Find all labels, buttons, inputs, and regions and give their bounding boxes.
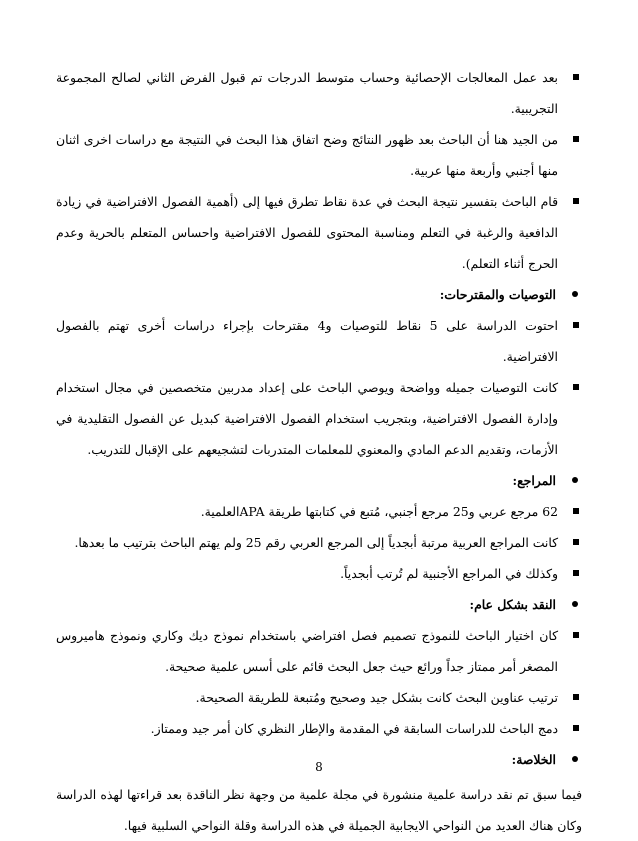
round-bullet-icon [568,465,582,486]
bullet-text: كانت المراجع العربية مرتبة أبجدياً إلى المرجع العربي رقم 25 ولم يهتم الباحث بترتيب ما بعدها. [74,535,558,550]
bullet-item [56,186,582,279]
square-bullet-icon [570,682,582,703]
bullet-text: قام الباحث بتفسير نتيجة البحث في عدة نقاط تطرق فيها إلى (أهمية الفصول الافتراضية في زيادة الدافعية والرغبة في التعلم ومناسبة المحتوى للفصول الافتراضية واحساس المتعلم بالحرية وعدم الحرج أثناء التعلم). [56,194,558,271]
section-heading [56,465,582,496]
bullet-item [56,558,582,589]
section-heading [56,279,582,310]
square-bullet-icon [570,527,582,548]
square-bullet-icon [570,620,582,641]
bullet-item [56,372,582,465]
square-bullet-icon [570,372,582,393]
round-bullet-icon [568,279,582,300]
square-bullet-icon [570,713,582,734]
section-heading [56,589,582,620]
conclusion-paragraph: فيما سبق تم نقد دراسة علمية منشورة في مجلة علمية من وجهة نظر الناقدة بعد قراءتها لهذه الدراسة وكان هناك العديد من النواحي الايجابية الجميلة في هذه الدراسة وقلة النواحي السلبية فيها. [56,787,582,833]
heading-recommendations: التوصيات والمقترحات: [439,287,556,302]
heading-references: المراجع: [512,473,556,488]
round-bullet-icon [568,589,582,610]
page-content [56,62,582,841]
heading-general-critique: النقد بشكل عام: [469,597,556,612]
bullet-item [56,62,582,124]
bullet-item [56,124,582,186]
bullet-text: كانت التوصيات جميله وواضحة ويوصي الباحث على إعداد مدربين متخصصين في مجال استخدام وإدارة الفصول الافتراضية، وبتجريب استخدام الفصول الافتراضية كبديل عن الفصول التقليدية في الأزمات، وتقديم الدعم المادي والمعنوي للمعلمات المتدربات لتشجيعهم على الإقبال للتدريب. [56,380,558,457]
bullet-text: ترتيب عناوين البحث كانت بشكل جيد وصحيح ومُتبعة للطريقة الصحيحة. [195,690,558,705]
square-bullet-icon [570,310,582,331]
bullet-item [56,620,582,682]
square-bullet-icon [570,62,582,83]
bullet-item [56,527,582,558]
square-bullet-icon [570,124,582,145]
square-bullet-icon [570,496,582,517]
bullet-text: 62 مرجع عربي و25 مرجع أجنبي، مُتبع في كتابتها طريقة APAالعلمية. [200,504,558,519]
page-number: 8 [315,760,323,774]
bullet-text: وكذلك في المراجع الأجنبية لم تُرتب أبجدياً. [340,566,558,581]
square-bullet-icon [570,558,582,579]
bullet-text: من الجيد هنا أن الباحث بعد ظهور النتائج وضح اتفاق هذا البحث في النتيجة مع دراسات اخرى اثنان منها أجنبي وأربعة منها عربية. [56,132,558,178]
bullet-item [56,310,582,372]
bullet-item [56,713,582,744]
bullet-text: كان اختيار الباحث للنموذج تصميم فصل افتراضي باستخدام نموذج ديك وكاري ونموذج هاميروس المصغر أمر ممتاز جداً ورائع حيث جعل البحث قائم على أسس علمية صحيحة. [56,628,558,674]
bullet-text: احتوت الدراسة على 5 نقاط للتوصيات و4 مقترحات بإجراء دراسات أخرى تهتم بالفصول الافتراضية. [56,318,558,364]
heading-conclusion: الخلاصة: [511,752,556,767]
square-bullet-icon [570,186,582,207]
bullet-item [56,682,582,713]
bullet-text: بعد عمل المعالجات الإحصائية وحساب متوسط الدرجات تم قبول الفرض الثاني لصالح المجموعة التجريبية. [56,70,558,116]
bullet-item [56,496,582,527]
bullet-text: دمج الباحث للدراسات السابقة في المقدمة والإطار النظري كان أمر جيد وممتاز. [150,721,558,736]
